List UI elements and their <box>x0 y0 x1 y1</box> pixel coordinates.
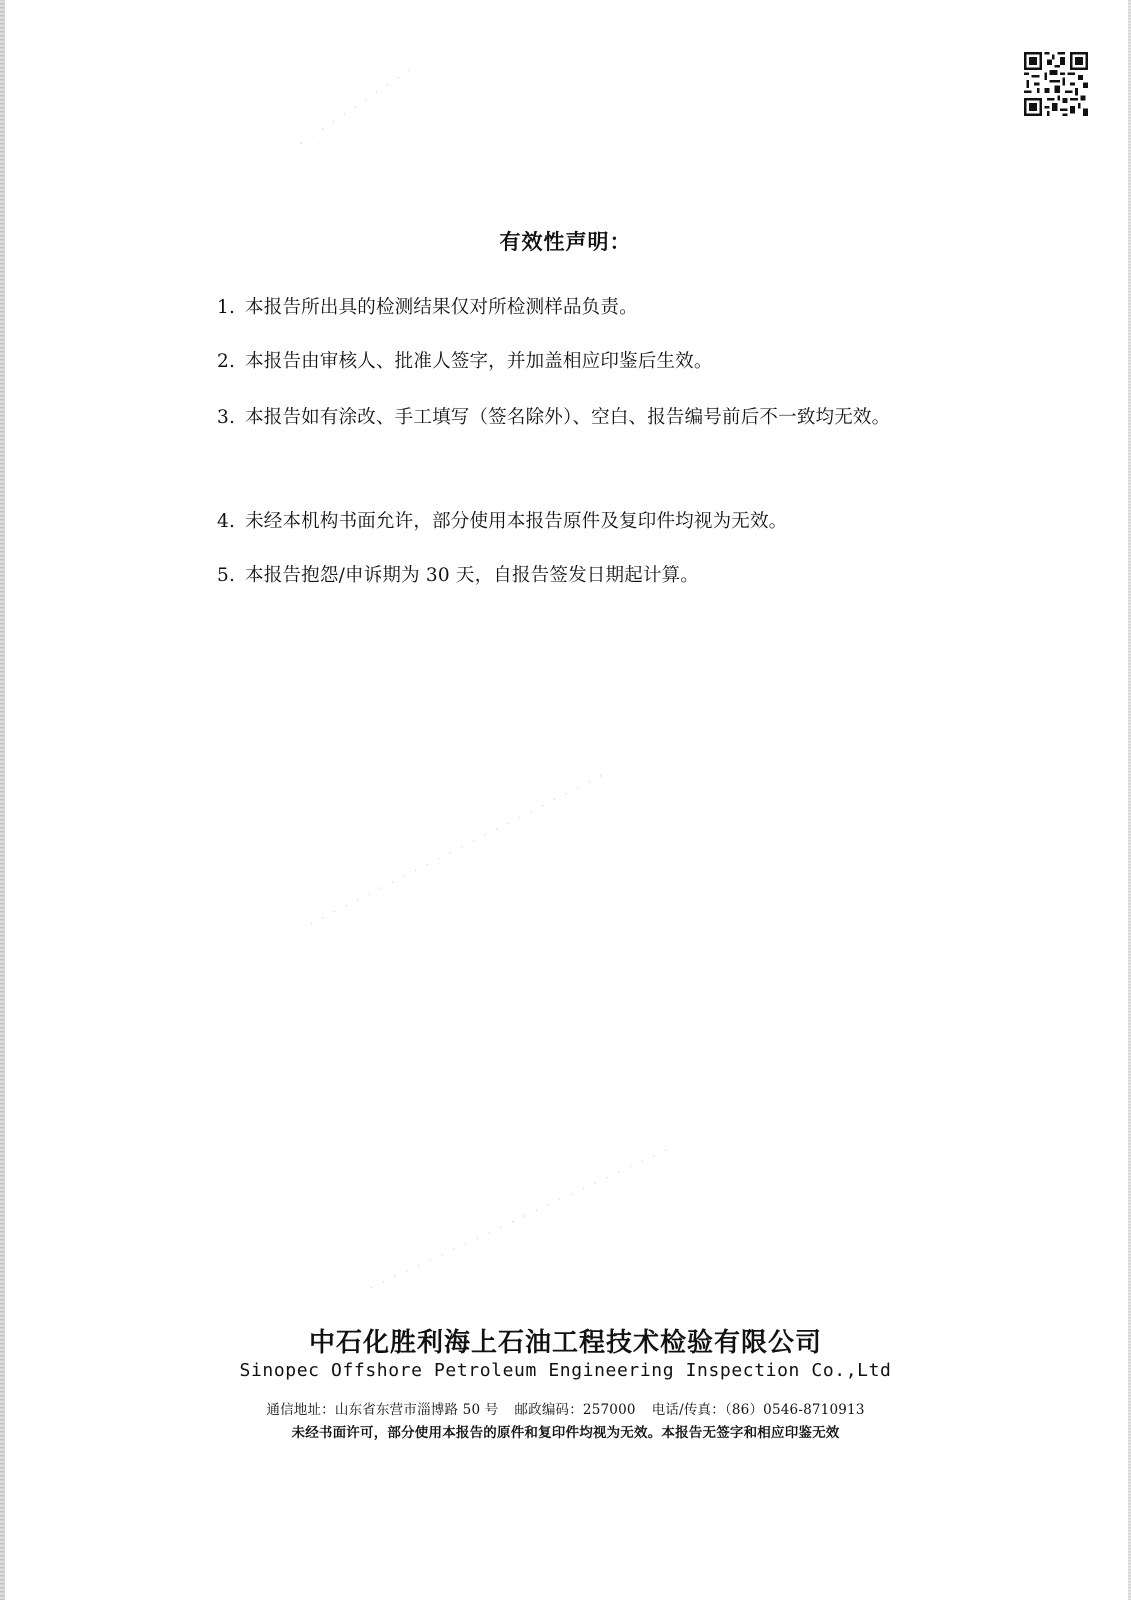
clause-3 <box>171 398 961 438</box>
scan-trace: · · · · · · · · · · · · · · · · · · · · · · · · · · <box>307 768 609 931</box>
company-name-en: Sinopec Offshore Petroleum Engineering Inspection Co.,Ltd <box>239 1360 892 1381</box>
scan-trace: · · · · · · · · · · · · · · · · · · · · · · · · · · <box>367 1142 674 1295</box>
footer-postcode: 邮政编码：257000 <box>514 1402 636 1418</box>
clause-text: 本报告如有涂改、手工填写（签名除外）、空白、报告编号前后不一致均无效。 <box>245 407 891 428</box>
clause-text: 本报告抱怨/申诉期为 30 天，自报告签发日期起计算。 <box>245 565 699 586</box>
clause-5 <box>171 556 961 596</box>
qr-code-icon <box>1024 52 1088 116</box>
footer-phone: 电话/传真：（86）0546-8710913 <box>651 1402 865 1418</box>
clause-text: 未经本机构书面允许，部分使用本报告原件及复印件均视为无效。 <box>245 511 788 532</box>
clause-2 <box>171 342 961 382</box>
clause-number: 1. <box>217 297 236 318</box>
company-name-cn: 中石化胜利海上石油工程技术检验有限公司 <box>308 1328 822 1358</box>
clause-number: 3. <box>217 407 236 428</box>
footer-contact <box>0 1398 1131 1418</box>
clause-4 <box>171 502 961 542</box>
footer-notice: 未经书面许可，部分使用本报告的原件和复印件均视为无效。本报告无签字和相应印鉴无效 <box>291 1425 840 1441</box>
clause-1 <box>171 288 961 328</box>
clause-text: 本报告所出具的检测结果仅对所检测样品负责。 <box>245 297 638 318</box>
validity-statement-title: 有效性声明： <box>499 229 632 254</box>
clause-number: 4. <box>217 511 236 532</box>
clause-number: 5. <box>217 565 236 586</box>
clause-number: 2. <box>217 351 236 372</box>
scan-trace: · · · · · · · · · · · <box>296 62 417 150</box>
clause-text: 本报告由审核人、批准人签字，并加盖相应印鉴后生效。 <box>245 351 713 372</box>
footer-address: 通信地址：山东省东营市淄博路 50 号 <box>266 1402 499 1418</box>
